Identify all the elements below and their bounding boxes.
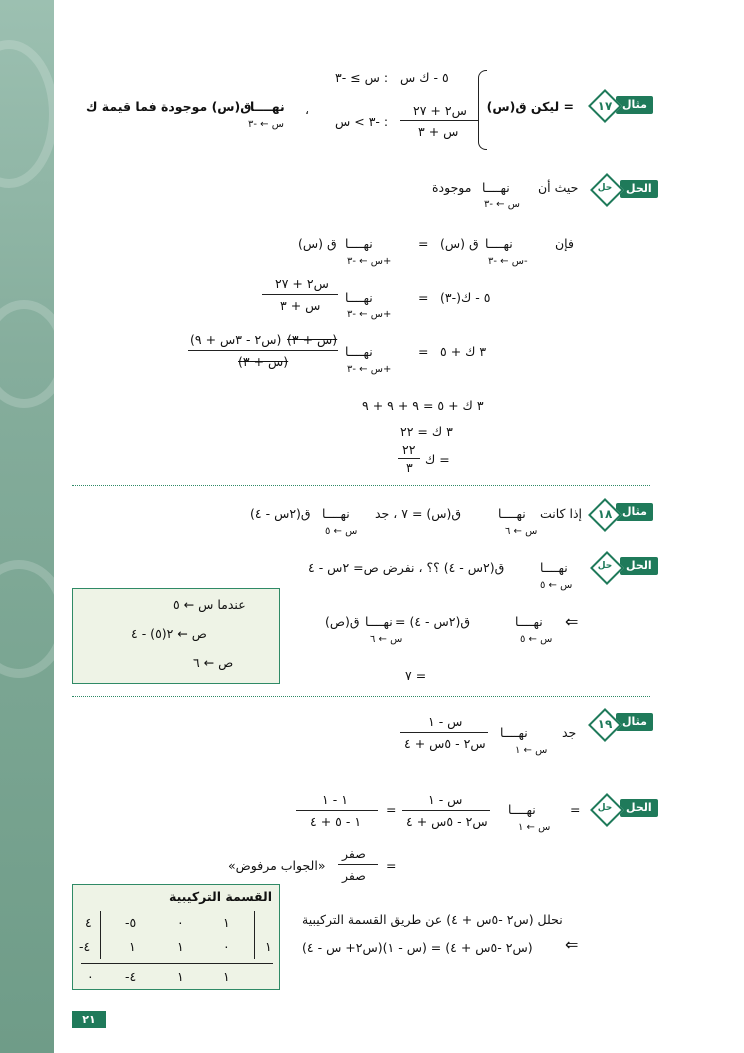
ex17-intro: ليكن ق(س) = bbox=[486, 99, 574, 114]
limit-subscript: س ← -٣+ bbox=[347, 364, 392, 375]
note-line: عندما س ← ٥ bbox=[173, 597, 246, 612]
synthetic-cell: ١ bbox=[223, 915, 230, 930]
sidebar-ring-decoration bbox=[0, 560, 68, 678]
limit-operator: نهــــا bbox=[508, 802, 536, 817]
fraction-bar bbox=[400, 120, 478, 121]
limit-subscript: س ← ٥ bbox=[325, 526, 358, 537]
sidebar-ring-decoration bbox=[0, 300, 68, 408]
sol17-l7-lhs: ك = bbox=[425, 452, 450, 467]
example-number: ١٨ bbox=[597, 507, 613, 521]
equals-sign: = bbox=[418, 236, 429, 251]
note-line: ص ← ٢(٥) - ٤ bbox=[131, 626, 207, 641]
synthetic-divisor: ١ bbox=[265, 939, 272, 954]
fraction-numerator: (س٢ - ٣س + ٩) bbox=[190, 332, 282, 347]
limit-operator: نهــــا bbox=[345, 236, 373, 251]
fraction-numerator: ١ - ١ bbox=[322, 792, 348, 807]
synthetic-cell: ١ bbox=[223, 969, 230, 984]
fraction-denominator: س٢ - ٥س + ٤ bbox=[406, 814, 488, 829]
fraction-numerator: س - ١ bbox=[428, 792, 463, 807]
fraction-bar bbox=[398, 458, 420, 459]
ex18-if: إذا كانت bbox=[540, 506, 582, 521]
piecewise-brace bbox=[478, 70, 487, 150]
solution-icon: حل bbox=[597, 803, 613, 813]
fraction-bar bbox=[402, 810, 490, 811]
factor-line-1: نحلل (س٢ -٥س + ٤) عن طريق القسمة التركيبية bbox=[302, 912, 563, 927]
limit-subscript: س ← ٥ bbox=[540, 580, 573, 591]
synthetic-cell: ٠ bbox=[177, 915, 184, 930]
limit-subscript: س ← ١ bbox=[515, 745, 548, 756]
factor-line-2: (س٢ -٥س + ٤) = (س - ١)(س٢+ س - ٤) bbox=[302, 940, 533, 955]
limit-subscript: س ← -٣ bbox=[248, 119, 284, 130]
solution-badge: الحل bbox=[620, 180, 658, 198]
example-badge: مثال bbox=[616, 503, 653, 521]
fraction-numerator: س - ١ bbox=[428, 714, 463, 729]
limit-subscript: س ← -٣+ bbox=[347, 256, 392, 267]
limit-operator: نهــــا bbox=[482, 180, 510, 195]
ex17-piece2-den: س + ٣ bbox=[418, 124, 459, 139]
fraction-denominator: ١ - ٥ + ٤ bbox=[310, 814, 362, 829]
solution-icon: حل bbox=[597, 561, 613, 571]
sol18-line2: ق(٢س - ٤) = bbox=[395, 614, 471, 629]
synthetic-bar-right bbox=[254, 911, 255, 959]
limit-operator: نهــــا bbox=[322, 506, 350, 521]
function-expr: ق (س) bbox=[440, 236, 479, 251]
equals-sign: = bbox=[570, 802, 581, 817]
limit-subscript: س ← -٣ bbox=[484, 199, 520, 210]
page-number: ٢١ bbox=[72, 1011, 106, 1028]
example-number: ١٧ bbox=[597, 99, 613, 113]
implies-arrow: ⇐ bbox=[565, 612, 579, 631]
example-number: ١٩ bbox=[597, 717, 613, 731]
synthetic-cell: ٠ bbox=[87, 969, 94, 984]
fraction-numerator: ٢٢ bbox=[402, 442, 416, 457]
fraction-denominator: س + ٣ bbox=[280, 298, 321, 313]
section-divider bbox=[72, 696, 650, 697]
implies-arrow: ⇐ bbox=[565, 935, 579, 954]
synthetic-cell: -٤ bbox=[125, 969, 137, 984]
synthetic-cell: ٤ bbox=[85, 915, 92, 930]
note-line: ص ← ٦ bbox=[193, 655, 234, 670]
synthetic-cell: ٠ bbox=[223, 939, 230, 954]
sol17-then: فإن bbox=[555, 236, 574, 251]
sol18-line2-result: ق(ص) bbox=[325, 614, 360, 629]
fraction-numerator: س٢ + ٢٧ bbox=[275, 276, 329, 291]
synthetic-cell: -٥ bbox=[125, 915, 137, 930]
synthetic-bar-left bbox=[100, 911, 101, 959]
limit-operator: نهــــا bbox=[250, 99, 285, 114]
limit-operator: نهــــا bbox=[345, 290, 373, 305]
synthetic-cell: ١ bbox=[177, 939, 184, 954]
ex17-piece2-cond: : -٣ > س bbox=[335, 114, 389, 129]
limit-subscript: س ← -٣+ bbox=[347, 309, 392, 320]
ex17-piece1-expr: ٥ - ك س bbox=[400, 70, 449, 85]
fraction-bar bbox=[296, 810, 378, 811]
fraction-denominator: ٣ bbox=[406, 460, 413, 475]
fraction-bar bbox=[338, 864, 378, 865]
limit-operator: نهــــا bbox=[485, 236, 513, 251]
limit-subscript: س ← ٦ bbox=[505, 526, 538, 537]
fraction-numerator: صفر bbox=[342, 846, 366, 861]
limit-operator: نهــــا bbox=[500, 725, 528, 740]
fraction-bar bbox=[262, 294, 338, 295]
equals-sign: = bbox=[418, 290, 429, 305]
fraction-bar bbox=[400, 732, 488, 733]
synthetic-cell: ١ bbox=[177, 969, 184, 984]
equals-sign: = bbox=[418, 344, 429, 359]
limit-operator: نهــــا bbox=[515, 614, 543, 629]
sol18-line1: ق(٢س - ٤) ؟؟ ، نفرض ص= ٢س - ٤ bbox=[308, 560, 505, 575]
equals-sign: = bbox=[386, 858, 397, 873]
ex19-find: جد bbox=[562, 725, 577, 740]
ex18-given: ق(س) = ٧ ، جد bbox=[375, 506, 462, 521]
example-badge: مثال bbox=[616, 96, 653, 114]
synthetic-cell: ١ bbox=[129, 939, 136, 954]
solution-badge: الحل bbox=[620, 557, 658, 575]
decorative-sidebar bbox=[0, 0, 54, 1053]
ex17-piece2-num: س٢ + ٢٧ bbox=[413, 103, 467, 118]
ex18-target: ق(٢س - ٤) bbox=[250, 506, 311, 521]
cancelled-factor: (س + ٣) bbox=[238, 354, 289, 369]
section-divider bbox=[72, 485, 650, 486]
limit-operator: نهــــا bbox=[365, 614, 393, 629]
limit-operator: نهــــا bbox=[345, 344, 373, 359]
fraction-bar bbox=[188, 350, 338, 351]
fraction-denominator: س٢ - ٥س + ٤ bbox=[404, 736, 486, 751]
solution-icon: حل bbox=[597, 183, 613, 193]
synthetic-division-title: القسمة التركيبية bbox=[169, 889, 273, 904]
sol17-l5: ٣ ك + ٥ = ٩ + ٩ + ٩ bbox=[362, 398, 484, 413]
ex17-question: ق(س) موجودة فما قيمة ك bbox=[86, 99, 252, 114]
limit-subscript: س ← ٥ bbox=[520, 634, 553, 645]
synthetic-division-box bbox=[72, 884, 280, 990]
sol17-exists: موجودة bbox=[432, 180, 472, 195]
substitution-note-box bbox=[72, 588, 280, 684]
solution-badge: الحل bbox=[620, 799, 658, 817]
comma: ، bbox=[305, 102, 310, 117]
sidebar-ring-decoration bbox=[0, 40, 58, 188]
sol17-l6: ٣ ك = ٢٢ bbox=[400, 424, 453, 439]
example-badge: مثال bbox=[616, 713, 653, 731]
limit-operator: نهــــا bbox=[498, 506, 526, 521]
sol17-l3-lhs: ٥ - ك(-٣) bbox=[440, 290, 491, 305]
fraction-denominator: صفر bbox=[342, 868, 366, 883]
limit-subscript: س ← ٦ bbox=[370, 634, 403, 645]
sol17-since: حيث أن bbox=[538, 180, 579, 195]
cancelled-factor: (س + ٣) bbox=[287, 332, 338, 347]
function-expr: ق (س) bbox=[298, 236, 337, 251]
rejected-note: «الجواب مرفوض» bbox=[228, 858, 326, 873]
limit-operator: نهــــا bbox=[540, 560, 568, 575]
equals-sign: = bbox=[386, 802, 397, 817]
synthetic-sum-line bbox=[81, 963, 273, 964]
sol18-line3: = ٧ bbox=[405, 668, 427, 683]
limit-subscript: س ← -٣- bbox=[488, 256, 528, 267]
ex17-piece1-cond: : س ≥ -٣ bbox=[335, 70, 389, 85]
limit-subscript: س ← ١ bbox=[518, 822, 551, 833]
synthetic-cell: -٤ bbox=[79, 939, 91, 954]
sol17-l4-lhs: ٣ ك + ٥ bbox=[440, 344, 487, 359]
